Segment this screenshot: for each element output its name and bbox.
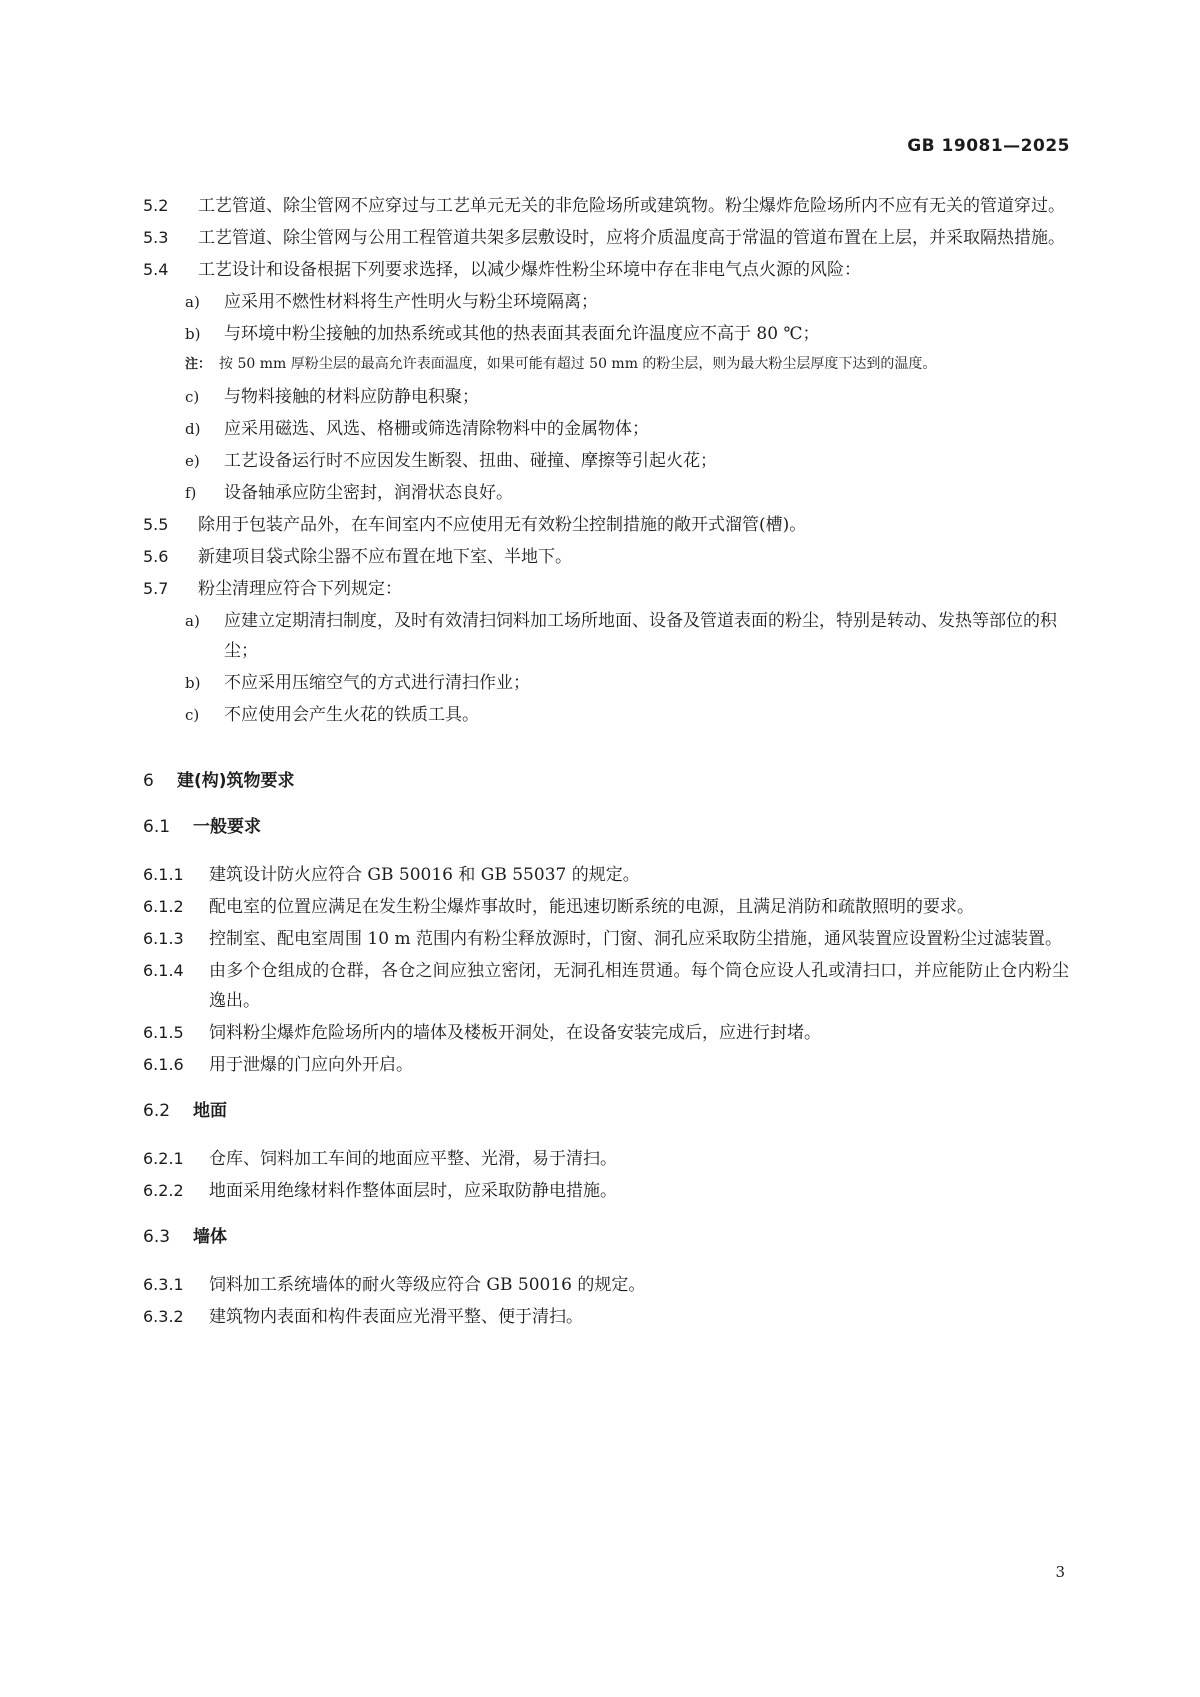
clause-text: 粉尘清理应符合下列规定： — [198, 579, 402, 599]
clause-5-2 — [143, 191, 1069, 221]
clause-text: 由多个仓组成的仓群，各仓之间应独立密闭，无洞孔相连贯通。每个筒仓应设人孔或清扫口，并应能防止仓内粉尘逸出。 — [209, 961, 1069, 1011]
clause-number: 5.4 — [143, 260, 169, 279]
list-item — [143, 382, 1069, 412]
clause-text: 仓库、饲料加工车间的地面应平整、光滑，易于清扫。 — [209, 1149, 617, 1169]
clause-5-3 — [143, 223, 1069, 253]
section-heading-6-1 — [143, 812, 1069, 842]
list-item-tag: b) — [185, 674, 201, 692]
section-number: 6 — [143, 771, 154, 791]
clause-text: 工艺管道、除尘管网与公用工程管道共架多层敷设时，应将介质温度高于常温的管道布置在上层，并采取隔热措施。 — [198, 228, 1065, 248]
section-number: 6.2 — [143, 1101, 171, 1121]
clause-text: 地面采用绝缘材料作整体面层时，应采取防静电措施。 — [209, 1181, 617, 1201]
clause-text: 用于泄爆的门应向外开启。 — [209, 1055, 413, 1075]
document-body — [143, 191, 1069, 1334]
clause-text: 工艺管道、除尘管网不应穿过与工艺单元无关的非危险场所或建筑物。粉尘爆炸危险场所内不应有无关的管道穿过。 — [198, 196, 1065, 216]
clause-text: 建筑物内表面和构件表面应光滑平整、便于清扫。 — [209, 1307, 583, 1327]
list-item — [143, 478, 1069, 508]
section-title: 墙体 — [193, 1227, 227, 1247]
clause-6-1-4 — [143, 956, 1069, 1016]
list-item-text: 应采用不燃性材料将生产性明火与粉尘环境隔离； — [224, 292, 598, 312]
page-number: 3 — [1055, 1563, 1065, 1581]
clause-5-7 — [143, 574, 1069, 604]
list-item-text: 与环境中粉尘接触的加热系统或其他的热表面其表面允许温度应不高于 80 ℃； — [224, 324, 820, 344]
clause-text: 饲料加工系统墙体的耐火等级应符合 GB 50016 的规定。 — [209, 1275, 646, 1295]
clause-6-1-2 — [143, 892, 1069, 922]
clause-text: 除用于包装产品外，在车间室内不应使用无有效粉尘控制措施的敞开式溜管(槽)。 — [198, 515, 807, 535]
list-item-tag: c) — [185, 388, 200, 406]
list-item — [143, 700, 1069, 730]
clause-text: 控制室、配电室周围 10 m 范围内有粉尘释放源时，门窗、洞孔应采取防尘措施，通风装置应设置粉尘过滤装置。 — [209, 929, 1062, 949]
list-item-tag: e) — [185, 452, 200, 470]
clause-6-1-1 — [143, 860, 1069, 890]
list-item-text: 工艺设备运行时不应因发生断裂、扭曲、碰撞、摩擦等引起火花； — [224, 451, 717, 471]
section-heading-6 — [143, 766, 1069, 796]
clause-6-3-2 — [143, 1302, 1069, 1332]
list-item-text: 与物料接触的材料应防静电积聚； — [224, 387, 479, 407]
list-item-tag: f) — [185, 484, 197, 502]
clause-number: 6.1.5 — [143, 1023, 184, 1042]
clause-6-2-1 — [143, 1144, 1069, 1174]
note — [143, 352, 1069, 377]
clause-number: 6.1.4 — [143, 961, 184, 980]
list-item-tag: a) — [185, 612, 200, 630]
clause-number: 6.1.1 — [143, 865, 184, 884]
clause-6-1-6 — [143, 1050, 1069, 1080]
clause-number: 5.5 — [143, 515, 169, 534]
list-item-text: 应采用磁选、风选、格栅或筛选清除物料中的金属物体； — [224, 419, 649, 439]
clause-number: 6.3.2 — [143, 1307, 184, 1326]
list-item-tag: c) — [185, 706, 200, 724]
clause-5-4 — [143, 255, 1069, 285]
clause-number: 6.1.2 — [143, 897, 184, 916]
section-heading-6-3 — [143, 1222, 1069, 1252]
section-heading-6-2 — [143, 1096, 1069, 1126]
list-item-tag: a) — [185, 293, 200, 311]
list-item-tag: d) — [185, 420, 201, 438]
section-number: 6.3 — [143, 1227, 171, 1247]
clause-text: 新建项目袋式除尘器不应布置在地下室、半地下。 — [198, 547, 572, 567]
clause-6-2-2 — [143, 1176, 1069, 1206]
list-item-text: 不应使用会产生火花的铁质工具。 — [224, 705, 479, 725]
list-item — [143, 668, 1069, 698]
note-text: 按 50 mm 厚粉尘层的最高允许表面温度，如果可能有超过 50 mm 的粉尘层，则为最大粉尘层厚度下达到的温度。 — [219, 356, 937, 372]
clause-number: 6.1.6 — [143, 1055, 184, 1074]
note-label: 注： — [185, 357, 212, 372]
list-item — [143, 287, 1069, 317]
clause-5-6 — [143, 542, 1069, 572]
clause-number: 5.2 — [143, 196, 169, 215]
clause-text: 饲料粉尘爆炸危险场所内的墙体及楼板开洞处，在设备安装完成后，应进行封堵。 — [209, 1023, 821, 1043]
document-code: GB 19081—2025 — [907, 136, 1070, 156]
section-title: 建(构)筑物要求 — [177, 771, 295, 791]
clause-number: 6.2.1 — [143, 1149, 184, 1168]
clause-text: 工艺设计和设备根据下列要求选择，以减少爆炸性粉尘环境中存在非电气点火源的风险： — [198, 260, 861, 280]
clause-number: 5.3 — [143, 228, 169, 247]
list-item-text: 设备轴承应防尘密封，润滑状态良好。 — [224, 483, 513, 503]
list-item-tag: b) — [185, 325, 201, 343]
clause-6-3-1 — [143, 1270, 1069, 1300]
section-number: 6.1 — [143, 817, 171, 837]
list-item-text: 不应采用压缩空气的方式进行清扫作业； — [224, 673, 530, 693]
section-title: 地面 — [193, 1101, 227, 1121]
clause-number: 6.3.1 — [143, 1275, 184, 1294]
clause-text: 配电室的位置应满足在发生粉尘爆炸事故时，能迅速切断系统的电源，且满足消防和疏散照明的要求。 — [209, 897, 974, 917]
list-item — [143, 446, 1069, 476]
clause-6-1-3 — [143, 924, 1069, 954]
list-item — [143, 606, 1069, 666]
list-item — [143, 414, 1069, 444]
list-item-text: 应建立定期清扫制度，及时有效清扫饲料加工场所地面、设备及管道表面的粉尘，特别是转动、发热等部位的积尘； — [224, 611, 1057, 661]
clause-6-1-5 — [143, 1018, 1069, 1048]
section-title: 一般要求 — [193, 817, 261, 837]
clause-number: 6.2.2 — [143, 1181, 184, 1200]
clause-text: 建筑设计防火应符合 GB 50016 和 GB 55037 的规定。 — [209, 865, 640, 885]
clause-number: 5.7 — [143, 579, 169, 598]
clause-5-5 — [143, 510, 1069, 540]
clause-number: 5.6 — [143, 547, 169, 566]
list-item — [143, 319, 1069, 349]
clause-number: 6.1.3 — [143, 929, 184, 948]
